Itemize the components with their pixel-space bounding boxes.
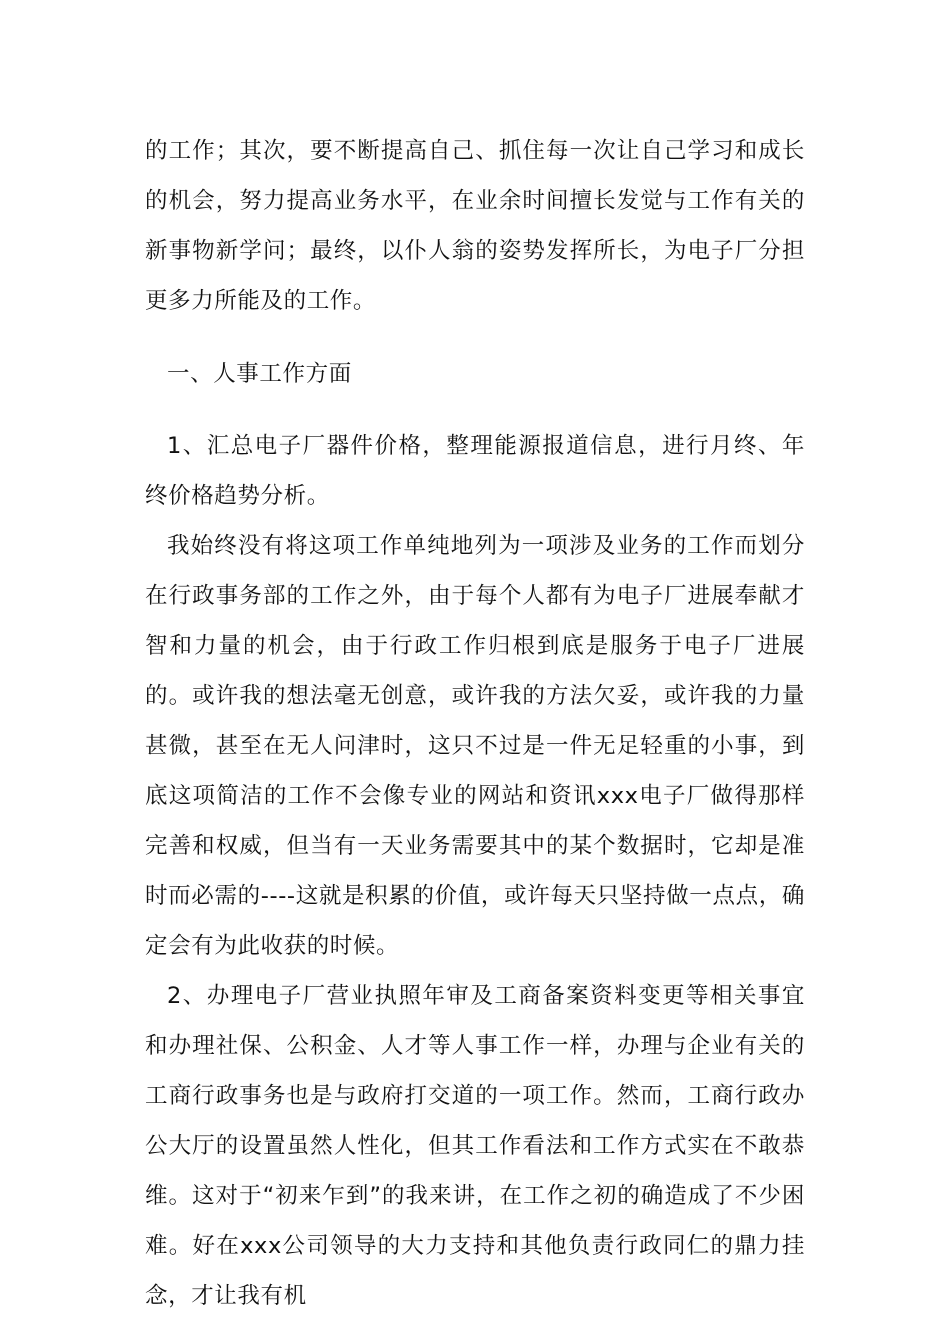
paragraph-item-1: 1、汇总电子厂器件价格，整理能源报道信息，进行月终、年终价格趋势分析。 [145,433,805,509]
paragraph-item-2: 2、办理电子厂营业执照年审及工商备案资料变更等相关事宜和办理社保、公积金、人才等人事工作一样，办理与企业有关的工商行政事务也是与政府打交道的一项工作。然而，工商行政办公大厅的设置虽然人性化，但其工作看法和工作方式实在不敢恭维。这对于“初来乍到”的我来讲，在工作之初的确造成了不少困难。好在xxx公司领导的大力支持和其他负责行政同仁的鼎力挂念，才让我有机 [145,983,805,1309]
paragraph-3: 我始终没有将这项工作单纯地列为一项涉及业务的工作而划分在行政事务部的工作之外，由于每个人都有为电子厂进展奉献才智和力量的机会，由于行政工作归根到底是服务于电子厂进展的。或许我的想法毫无创意，或许我的方法欠妥，或许我的力量甚微，甚至在无人问津时，这只不过是一件无足轻重的小事，到底这项简洁的工作不会像专业的网站和资讯xxx电子厂做得那样完善和权威，但当有一天业务需要其中的某个数据时，它却是准时而必需的----这就是积累的价值，或许每天只坚持做一点点，确定会有为此收获的时候。 [145,533,805,959]
section-heading-personnel: 一、人事工作方面 [167,360,352,387]
document-page [145,126,805,1321]
paragraph-1: 的工作；其次，要不断提高自己、抓住每一次让自己学习和成长的机会，努力提高业务水平，在业余时间擅长发觉与工作有关的新事物新学问；最终，以仆人翁的姿势发挥所长，为电子厂分担更多力所能及的工作。 [145,138,805,314]
